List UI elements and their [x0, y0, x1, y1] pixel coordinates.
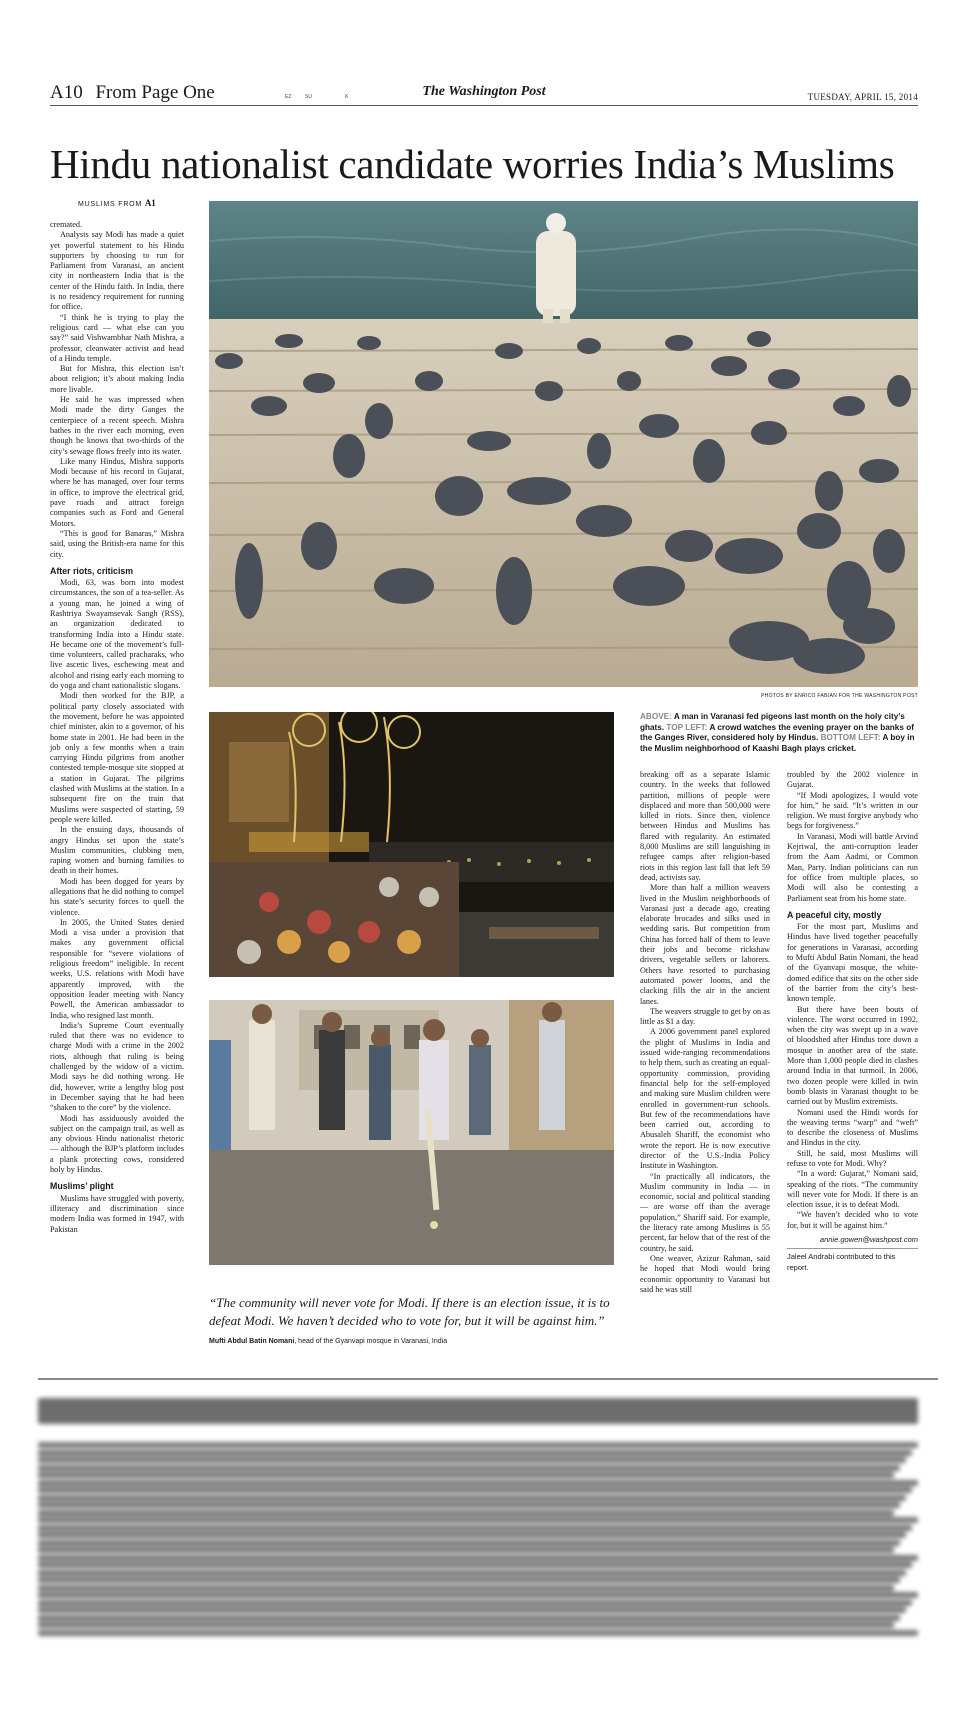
blurred-ad-line [38, 1630, 918, 1636]
paragraph: Still, he said, most Muslims will refuse to vote for Modi. Why? [787, 1148, 918, 1168]
pull-quote-attribution [209, 1338, 447, 1345]
blurred-ad-line [38, 1615, 900, 1621]
paragraph: In Varanasi, Modi will battle Arvind Kejriwal, the anti-corruption leader from the Aam Aadmi, or Common Man, Party. Indian politicians can run for office from multiple places, so Modi will also be contesting a Parliament seat from his home state. [787, 831, 918, 903]
article-column-1 [50, 220, 184, 1348]
paragraph: Like many Hindus, Mishra supports Modi because of his record in Gujarat, where he has managed, over four terms in office, to improve the electrical grid, pave roads and attract foreign companies such as Ford and General Motors. [50, 456, 184, 528]
article-column-2 [640, 770, 770, 1348]
paragraph: Muslims have struggled with poverty, illiteracy and discrimination since modern India was formed in 1947, with Pakistan [50, 1193, 184, 1234]
blurred-ad-line [38, 1562, 912, 1568]
photo-pigeons-ghat [209, 201, 918, 687]
jump-page: A1 [144, 198, 156, 208]
paragraph: Modi then worked for the BJP, a political party closely associated with the movement, before he was appointed chief minister, akin to a governor, of his home state in 2001. He had been in the job only a few months when a train carrying Hindu pilgrims from another contested temple-mosque site stopped at a station in Gujarat. The pilgrims clashed with Muslims at the station. In a subsequent fire on the train that Muslims were suspected of starting, 59 people were killed. [50, 691, 184, 824]
caption-text: A crowd watches the evening prayer on the banks of the Ganges River, considered holy by Hindus. [640, 722, 914, 742]
paragraph: “In practically all indicators, the Muslim community in India — in economic, social and political standing — are worse off than the average population,” Shariff said. For example, the literacy rate among Muslims is 55 percent, far below that of the rest of the country, he said. [640, 1171, 770, 1253]
paragraph: In the ensuing days, thousands of angry Hindus set upon the state’s Muslim communities, clubbing men, raping women and burning families to death in their homes. [50, 825, 184, 876]
quote-speaker: Mufti Abdul Batin Nomani [209, 1338, 295, 1345]
paragraph: “If Modi apologizes, I would vote for him,” he said. “It’s written in our religion. We must forgive anybody who begs for forgiveness.” [787, 790, 918, 831]
paragraph: In 2005, the United States denied Modi a visa under a provision that makes any government official responsible for “severe violations of religious freedom” ineligible. In recent weeks, U.S. relations with Modi have apparently improved, with the opposition leader meeting with Nancy Powell, the American ambassador to India, who resigned last month. [50, 917, 184, 1020]
paragraph: India’s Supreme Court eventually ruled that there was no evidence to charge Modi with a crime in the 2002 riots, although that ruling is being challenged by the widow of a victim. Modi says he did nothing wrong. He did, however, write a lengthy blog post in December saying that he had been “shaken to the core” by the violence. [50, 1020, 184, 1113]
subhead: Muslims’ plight [50, 1181, 114, 1192]
evening-prayer-illustration [209, 712, 614, 977]
paragraph: troubled by the 2002 violence in Gujarat. [787, 770, 918, 790]
blurred-ad-line [38, 1600, 912, 1606]
jump-label: MUSLIMS [78, 201, 116, 208]
blurred-ad-line [38, 1495, 906, 1501]
pull-quote: “The community will never vote for Modi. If there is an election issue, it is to defeat Modi. We haven’t decided who to vote for, but it will be against him.” [209, 1295, 610, 1328]
photo-cricket [209, 1000, 614, 1265]
blurred-advertisement [38, 1390, 938, 1630]
blurred-ad-line [38, 1480, 918, 1486]
blurred-ad-line [38, 1622, 894, 1628]
headline: Hindu nationalist candidate worries India’s Muslims [50, 141, 895, 187]
blurred-ad-title [38, 1398, 918, 1424]
paragraph: For the most part, Muslims and Hindus have lived together peacefully for generations in Varanasi, according to Mufti Abdul Batin Nomani, the head of the Gyanvapi mosque, the white-domed edifice that sits on the other side of the barrier from the city’s best-known temple. [787, 922, 918, 1004]
paragraph: cremated. [50, 220, 83, 229]
quote-speaker-role: , head of the Gyanvapi mosque in Varanasi, India [294, 1338, 448, 1345]
blurred-ad-line [38, 1472, 894, 1478]
paragraph: Modi has assiduously avoided the subject on the campaign trail, as well as any obvious Hindu nationalist rhetoric — although the BJP’s platform includes a plank protecting cows, considered holy by Hindus. [50, 1113, 184, 1175]
cricket-illustration [209, 1000, 614, 1265]
paragraph: Nomani used the Hindi words for the weaving terms “warp” and “weft” to describe the closeness of Muslims and Hindus in the city. [787, 1107, 918, 1148]
paragraph: “I think he is trying to play the religious card — what else can you say?” said Vishwambhar Nath Mishra, a professor, cleanwater activist and head of a Hindu temple. [50, 312, 184, 363]
paragraph: He said he was impressed when Modi made the dirty Ganges the centerpiece of a recent speech. Mishra bathes in the river each morning, even though he knows that two-thirds of the city’s sewage flows freely into its water. [50, 395, 184, 456]
caption-label: TOP LEFT: [666, 722, 708, 732]
blurred-ad-line [38, 1442, 918, 1448]
edition-mark: SU [305, 94, 312, 100]
blurred-ad-line [38, 1457, 906, 1463]
photo-caption [640, 712, 918, 754]
paragraph: “We haven’t decided who to vote for, but it will be against him.” [787, 1210, 918, 1230]
caption-text: A boy in the Muslim neighborhood of Kaashi Bagh plays cricket. [640, 733, 915, 753]
blurred-ad-line [38, 1487, 912, 1493]
blurred-ad-line [38, 1585, 894, 1591]
paragraph: Analysts say Modi has made a quiet yet powerful statement to his Hindu supporters by choosing to run for Parliament from Varanasi, an ancient city in northeastern India that is the center of the Hindu faith. In India, there is no residency requirement for running for office. [50, 230, 184, 312]
caption-text: A man in Varanasi fed pigeons last month on the holy city’s ghats. [640, 712, 905, 732]
author-email: annie.gowen@washpost.com [787, 1235, 918, 1249]
paragraph: Modi, 63, was born into modest circumstances, the son of a tea-seller. As a young man, he joined a wing of Rashtriya Swayamsevak Sangh (RSS), an organization dedicated to transforming India into a Hindu state. He became one of the movement’s full-time volunteers, called pracharaks, who live ascetic lives, eschewing meat and alcohol and rising early each morning to do yoga and chant nationalistic slogans. [50, 578, 184, 691]
jump-line [78, 198, 156, 208]
dateline: TUESDAY, APRIL 15, 2014 [807, 92, 918, 102]
blurred-ad-line [38, 1502, 900, 1508]
photo-evening-prayer [209, 712, 614, 977]
blurred-ad-line [38, 1592, 918, 1598]
blurred-ad-line [38, 1577, 900, 1583]
paragraph: “This is good for Banaras,” Mishra said, using the British-era name for this city. [50, 528, 184, 559]
paragraph: “In a word: Gujarat,” Nomani said, speaking of the riots. “The community will never vote for Modi. If there is an election issue, it is to defeat Modi. [787, 1169, 918, 1210]
caption-label: BOTTOM LEFT: [820, 733, 881, 742]
section-label: From Page One [95, 82, 215, 103]
paragraph: But for Mishra, this election isn’t about religion; it’s about making India more livable. [50, 364, 184, 394]
paragraph: But there have been bouts of violence. The worst occurred in 1992, when the city was swept up in a wave of bloodshed after Hindus tore down a mosque in another area of the state. More than 1,000 people died in clashes around India in that turmoil. In 2006, two dozen people were killed in twin bomb blasts in Varanasi thought to be carried out by Muslim extremists. [787, 1004, 918, 1107]
blurred-ad-line [38, 1525, 912, 1531]
blurred-ad-line [38, 1510, 894, 1516]
subhead: After riots, criticism [50, 565, 134, 576]
blurred-ad-line [38, 1517, 918, 1523]
caption-label: ABOVE: [640, 712, 672, 721]
ad-divider [38, 1378, 938, 1380]
edition-mark: EZ [285, 94, 292, 100]
blurred-ad-line [38, 1532, 906, 1538]
paragraph: breaking off as a separate Islamic country. In the weeks that followed partition, millions of people were displaced and more than 500,000 were killed in riots. Since then, violence between Hindus and Muslims has flared with regularity. An estimated 8,000 Muslims are still languishing in refugee camps after religion-based riots in this region last fall that left 59 dead, activists say. [640, 770, 770, 882]
paragraph: A 2006 government panel explored the plight of Muslims in India and issued wide-ranging recommendations to help them, such as creating an equal-opportunity commission, providing financial help for the self-employed and making sure Muslim children were enrolled in government-run schools. But few of the recommendations have been carried out, according to Abusaleh Shariff, the economist who wrote the report. He is now executive director of the U.S.-India Policy Institute in Washington. [640, 1027, 770, 1171]
paragraph: One weaver, Azizur Rahman, said he hoped that Modi would bring economic opportunity to Varanasi but said he was still [640, 1253, 770, 1294]
jump-from: FROM [118, 201, 143, 208]
paragraph: More than half a million weavers lived in the Muslim neighborhoods of Varanasi just a decade ago, creating elaborate brocades and silks used in wedding saris. But competition from China has forced half of them to leave their jobs and become rickshaw drivers, vegetable sellers or laborers. Others have resorted to purchasing automated power looms, and the clacking fills the air in the ancient lanes. [640, 883, 770, 1006]
contributor-note: Jaleel Andrabi contributed to this report. [787, 1252, 896, 1272]
header-rule [50, 105, 918, 106]
blurred-ad-line [38, 1570, 906, 1576]
paragraph: The weavers struggle to get by on as little as $1 a day. [640, 1006, 770, 1027]
pigeons-illustration [209, 201, 918, 687]
blurred-ad-line [38, 1607, 906, 1613]
page-number: A10 [50, 82, 83, 103]
blurred-ad-line [38, 1555, 918, 1561]
paragraph: Modi has been dogged for years by allegations that he did nothing to compel his state’s security forces to quell the violence. [50, 876, 184, 917]
subhead: A peaceful city, mostly [787, 909, 882, 920]
blurred-ad-line [38, 1547, 894, 1553]
photo-credit: PHOTOS BY ENRICO FABIAN FOR THE WASHINGTON POST [761, 693, 918, 699]
blurred-ad-line [38, 1465, 900, 1471]
edition-mark: K [345, 94, 349, 100]
masthead-logo: The Washington Post [422, 84, 546, 99]
blurred-ad-line [38, 1450, 912, 1456]
blurred-ad-line [38, 1540, 900, 1546]
article-column-3 [787, 770, 918, 1348]
